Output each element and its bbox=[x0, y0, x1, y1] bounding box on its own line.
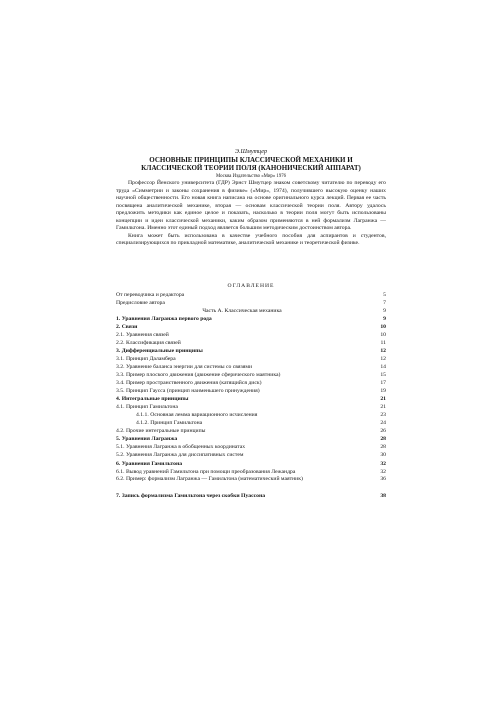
table-of-contents bbox=[116, 291, 386, 500]
toc-entry bbox=[116, 355, 386, 363]
toc-entry bbox=[116, 476, 386, 492]
toc-entry-page: 36 bbox=[380, 476, 386, 483]
toc-entry-title: 3. Дифференциальные принципы bbox=[116, 347, 203, 354]
toc-entry-title: 3.4. Пример пространственного движения (катящийся диск) bbox=[116, 380, 262, 387]
toc-entry bbox=[116, 363, 386, 371]
toc-entry-page: 30 bbox=[380, 452, 386, 459]
toc-entry-title: 5. Уравнения Лагранжа bbox=[116, 436, 178, 443]
toc-entry-page: 11 bbox=[380, 339, 386, 346]
toc-entry bbox=[116, 452, 386, 460]
toc-entry-title: 1. Уравнения Лагранжа первого рода bbox=[116, 315, 212, 322]
book-title-line-1: ОСНОВНЫЕ ПРИНЦИПЫ КЛАССИЧЕСКОЙ МЕХАНИКИ И bbox=[149, 156, 353, 164]
book-title-line-2: КЛАССИЧЕСКОЙ ТЕОРИИ ПОЛЯ (КАНОНИЧЕСКИЙ АППАРАТ) bbox=[141, 164, 361, 173]
toc-entry-title: 4.1. Принцип Гамильтона bbox=[116, 404, 178, 411]
toc-entry bbox=[116, 339, 386, 347]
abstract-paragraph: Книга может быть использована в качестве учебного пособия для аспирантов и студентов, специализирующихся по прикладной математике, аналитической механике и теоретической физике. bbox=[116, 232, 386, 246]
toc-chapter bbox=[116, 315, 386, 323]
toc-entry-page: 32 bbox=[380, 468, 386, 475]
toc-entry bbox=[116, 331, 386, 339]
book-title bbox=[116, 156, 386, 173]
toc-entry-page: 23 bbox=[380, 412, 386, 419]
toc-entry-page: 38 bbox=[380, 492, 386, 499]
toc-entry-page: 28 bbox=[380, 436, 386, 443]
book-author: Э.Шмутцер bbox=[234, 148, 268, 155]
toc-entry-title: 4.1.2. Принцип Гамильтона bbox=[136, 420, 203, 427]
toc-entry-title: 3.1. Принцип Даламбера bbox=[116, 355, 176, 362]
toc-entry bbox=[116, 380, 386, 388]
toc-entry-title: 4.2. Прочие интегральные принципы bbox=[116, 428, 206, 435]
toc-entry-page: 15 bbox=[380, 372, 386, 379]
toc-entry-title: От переводчика и редактора bbox=[116, 291, 185, 298]
toc-entry-page: 10 bbox=[380, 323, 386, 330]
toc-entry-page: 21 bbox=[380, 404, 386, 411]
toc-entry-title: 2. Связи bbox=[116, 323, 138, 330]
toc-entry-page: 17 bbox=[380, 380, 386, 387]
toc-entry-title: 6.1. Вывод уравнений Гамильтона при помощи преобразования Лежандра bbox=[116, 468, 296, 475]
toc-entry-page: 9 bbox=[383, 307, 386, 314]
toc-entry-page: 9 bbox=[383, 315, 386, 322]
toc-chapter bbox=[116, 396, 386, 404]
toc-entry-page: 5 bbox=[383, 291, 386, 298]
toc-subentry bbox=[116, 412, 386, 420]
toc-entry-title: 6. Уравнения Гамильтона bbox=[116, 460, 183, 467]
toc-chapter bbox=[116, 323, 386, 331]
toc-entry-page: 19 bbox=[380, 388, 386, 395]
toc-entry-title: 4.1.1. Основная лемма вариационного исчисления bbox=[136, 412, 258, 419]
toc-entry bbox=[116, 468, 386, 476]
book-publisher: Москва Издательство «Мир» 1976 bbox=[215, 174, 287, 179]
toc-entry-page: 32 bbox=[380, 460, 386, 467]
toc-entry-title: 6.2. Пример: формализм Лагранжа — Гамильтона (математический маятник) bbox=[116, 476, 303, 483]
toc-part-heading bbox=[116, 307, 386, 315]
toc-entry-title: 2.2. Классификация связей bbox=[116, 339, 181, 346]
toc-heading: ОГЛАВЛЕНИЕ bbox=[227, 283, 275, 289]
toc-entry-title: 3.2. Уравнение баланса энергии для системы со связями bbox=[116, 363, 253, 370]
toc-entry-title: 5.1. Уравнения Лагранжа в обобщенных координатах bbox=[116, 444, 246, 451]
toc-chapter bbox=[116, 492, 386, 500]
abstract-paragraph: Профессор Йенского университета (ГДР) Эрнст Шмутцер знаком советскому читателю по переводу его труда «Симметрии и законы сохранения в физике» («Мир», 1974), получившего высокую оценку наших научной общественности. Его новая книга написана на основе оригинального курса лекций. Первая ее часть посвящена аналитической механике, вторая — основам классической теории поля. Автору удалось предложить методики как единое целое и показать, насколько в теории поля могут быть использованы концепции и идеи классической механики, каким образом применяются в ней формализм Лагранжа — Гамильтона. Именно этот единый подход является большим методическим достоинством автора. bbox=[116, 180, 386, 231]
toc-entry bbox=[116, 444, 386, 452]
toc-subentry bbox=[116, 420, 386, 428]
toc-entry bbox=[116, 404, 386, 412]
toc-entry-title: 5.2. Уравнения Лагранжа для диссипативных систем bbox=[116, 452, 244, 459]
toc-entry-title: 7. Запись формализма Гамильтона через скобки Пуассона bbox=[116, 492, 266, 499]
toc-entry-title: Предисловие автора bbox=[116, 299, 165, 306]
toc-entry-title: 4. Интегральные принципы bbox=[116, 396, 189, 403]
toc-entry-title: 3.3. Пример плоского движения (движение сферического маятника) bbox=[116, 372, 281, 379]
toc-entry-page: 7 bbox=[383, 299, 386, 306]
toc-entry-page: 10 bbox=[380, 331, 386, 338]
toc-entry-title: Часть А. Классическая механика bbox=[202, 307, 282, 314]
toc-entry bbox=[116, 371, 386, 379]
toc-entry-page: 24 bbox=[380, 420, 386, 427]
toc-entry-page: 26 bbox=[380, 428, 386, 435]
toc-entry-page: 28 bbox=[380, 444, 386, 451]
toc-entry bbox=[116, 299, 386, 307]
toc-entry bbox=[116, 291, 386, 299]
toc-entry-page: 21 bbox=[380, 396, 386, 403]
toc-entry-page: 12 bbox=[380, 347, 386, 354]
toc-entry-page: 12 bbox=[380, 355, 386, 362]
toc-entry bbox=[116, 428, 386, 436]
toc-chapter bbox=[116, 347, 386, 355]
toc-entry-title: 2.1. Уравнения связей bbox=[116, 331, 169, 338]
toc-chapter bbox=[116, 460, 386, 468]
toc-chapter bbox=[116, 436, 386, 444]
toc-entry bbox=[116, 388, 386, 396]
book-abstract bbox=[116, 180, 386, 248]
toc-entry-page: 14 bbox=[380, 363, 386, 370]
toc-entry-title: 3.5. Принцип Гаусса (принцип наименьшего принуждения) bbox=[116, 388, 260, 395]
